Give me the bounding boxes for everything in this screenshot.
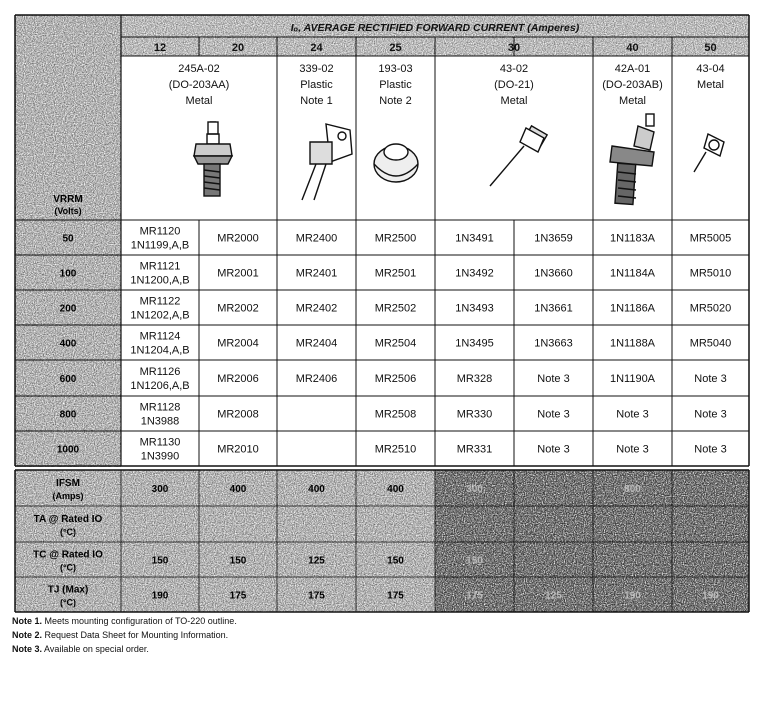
part-number: Note 3	[537, 408, 570, 421]
voltage-value: 100	[59, 268, 77, 280]
part-number: 1N1202,A,B	[130, 309, 190, 322]
rating-value: 400	[229, 484, 247, 495]
package-label: 339-02	[299, 63, 334, 75]
package-label: (DO-203AA)	[168, 79, 230, 91]
package-label: 245A-02	[178, 63, 220, 75]
package-label: (DO-203AB)	[602, 79, 663, 91]
voltage-value: 400	[59, 338, 77, 350]
rating-unit: (°C)	[59, 527, 77, 537]
part-number: MR2501	[374, 267, 417, 280]
section-title: Iₒ, AVERAGE RECTIFIED FORWARD CURRENT (Amperes)	[290, 22, 580, 34]
current-value: 20	[231, 42, 245, 54]
part-number: 1N1188A	[609, 337, 656, 350]
part-number: MR330	[456, 408, 493, 421]
part-number: MR2504	[374, 337, 417, 350]
voltage-value: 50	[62, 233, 74, 245]
part-number: Note 3	[616, 443, 649, 456]
rating-value: 175	[229, 590, 247, 602]
rating-value: 125	[308, 555, 325, 567]
current-value: 24	[310, 42, 323, 54]
part-number: MR2506	[374, 373, 417, 385]
current-value: 30	[507, 42, 521, 54]
part-number: Note 3	[537, 373, 570, 385]
part-number: MR2006	[217, 373, 259, 385]
rating-unit: (°C)	[59, 597, 77, 608]
note-label: Note 3.	[12, 644, 43, 654]
package-label: Note 2	[379, 95, 412, 107]
rating-label: TC @ Rated IO	[33, 549, 103, 561]
rating-unit: (Amps)	[52, 491, 84, 501]
part-number: MR2502	[374, 302, 417, 315]
part-number: MR2008	[217, 408, 259, 421]
current-value: 50	[704, 42, 717, 54]
part-number: MR5010	[689, 267, 732, 280]
part-number: 1N1206,A,B	[130, 380, 190, 392]
package-label: Metal	[185, 95, 213, 107]
part-number: MR2004	[217, 337, 259, 350]
vrrm-unit: (Volts)	[54, 206, 82, 216]
part-number: MR2401	[295, 267, 338, 280]
package-label: Metal	[500, 95, 528, 107]
part-number: MR1130	[139, 436, 181, 449]
part-number: MR2500	[374, 232, 417, 245]
part-number: 1N3660	[534, 267, 573, 280]
part-number: MR2002	[217, 302, 259, 315]
part-number: 1N1186A	[609, 302, 656, 315]
rating-value: 300	[151, 484, 169, 495]
part-number: MR2508	[374, 408, 417, 421]
part-number: 1N3493	[455, 302, 494, 315]
part-number: MR1122	[139, 295, 181, 308]
part-number: MR1120	[139, 225, 181, 238]
part-number: 1N1200,A,B	[130, 274, 190, 287]
part-number: MR2400	[295, 232, 338, 245]
footnotes	[12, 614, 237, 656]
note-text: Meets mounting configuration of TO-220 outline.	[44, 616, 237, 626]
note-1	[12, 614, 237, 628]
part-number: MR2510	[374, 443, 417, 456]
rating-value: 400	[387, 484, 404, 495]
part-number: MR1128	[139, 401, 181, 414]
package-label: 43-04	[696, 63, 725, 75]
part-number: 1N3661	[534, 302, 573, 315]
rating-value: 125	[545, 590, 562, 602]
vrrm-label: VRRM	[53, 194, 83, 205]
part-number: MR2404	[295, 337, 338, 350]
part-number: MR328	[456, 373, 493, 385]
rating-value: 150	[387, 555, 404, 567]
rating-value: 800	[624, 484, 641, 495]
rating-value: 190	[702, 590, 719, 602]
package-label: 193-03	[378, 63, 413, 75]
package-label: Note 1	[300, 95, 333, 107]
part-number: MR1126	[139, 366, 181, 378]
package-label: Plastic	[300, 79, 333, 91]
rating-value: 150	[151, 555, 169, 567]
part-number: MR5020	[689, 302, 732, 315]
rating-label: TA @ Rated IO	[33, 514, 103, 525]
current-value: 12	[153, 42, 167, 54]
part-number: MR2406	[295, 373, 338, 385]
part-number: Note 3	[616, 408, 649, 421]
part-number: 1N3990	[140, 450, 180, 463]
rating-value: 175	[466, 590, 483, 602]
rating-label: IFSM	[56, 478, 80, 489]
part-number: MR1124	[139, 330, 181, 343]
current-value: 40	[626, 42, 639, 54]
rating-value: 175	[308, 590, 325, 602]
part-number: 1N3491	[455, 232, 494, 245]
note-text: Available on special order.	[44, 644, 149, 654]
part-number: 1N3495	[455, 337, 494, 350]
rating-value: 300	[466, 484, 483, 495]
rating-label: TJ (Max)	[47, 584, 89, 596]
rating-value: 190	[151, 590, 169, 602]
rating-value: 400	[308, 484, 325, 495]
part-number: MR2402	[295, 302, 338, 315]
current-value: 25	[389, 42, 402, 54]
package-label: (DO-21)	[494, 79, 534, 91]
part-number: MR1121	[139, 260, 181, 273]
part-number: MR5040	[689, 337, 732, 350]
part-number: MR331	[456, 443, 493, 456]
part-number: MR5005	[689, 232, 732, 245]
part-number: Note 3	[694, 443, 727, 456]
part-number: 1N1183A	[609, 232, 656, 245]
part-number: 1N1204,A,B	[130, 344, 190, 357]
voltage-value: 800	[59, 409, 77, 421]
package-label: 42A-01	[614, 63, 651, 75]
rating-value: 175	[387, 590, 404, 602]
part-number: 1N1199,A,B	[130, 239, 190, 252]
note-text: Request Data Sheet for Mounting Information.	[44, 630, 229, 640]
part-number: Note 3	[694, 408, 727, 421]
part-number: 1N1190A	[609, 373, 656, 385]
part-number: 1N3663	[534, 337, 573, 350]
note-3	[12, 642, 237, 656]
package-label: Plastic	[379, 79, 412, 91]
part-number: MR2000	[217, 232, 259, 245]
part-number: MR2001	[217, 267, 259, 280]
part-number: MR2010	[217, 443, 259, 456]
part-number: 1N3659	[534, 232, 573, 245]
part-number: Note 3	[694, 373, 727, 385]
part-number: Note 3	[537, 443, 570, 456]
part-number: 1N3492	[455, 267, 494, 280]
voltage-value: 600	[59, 374, 77, 385]
part-number: 1N3988	[140, 415, 180, 428]
note-2	[12, 628, 237, 642]
rating-unit: (°C)	[59, 562, 77, 573]
rating-value: 150	[466, 555, 483, 567]
note-label: Note 1.	[12, 616, 43, 626]
note-label: Note 2.	[12, 630, 43, 640]
package-label: 43-02	[499, 63, 529, 75]
voltage-value: 200	[59, 303, 77, 315]
package-label: Metal	[619, 95, 646, 107]
part-number: 1N1184A	[609, 267, 656, 280]
rating-value: 190	[624, 590, 641, 602]
voltage-value: 1000	[56, 444, 80, 456]
package-label: Metal	[697, 79, 724, 91]
rating-value: 150	[229, 555, 247, 567]
